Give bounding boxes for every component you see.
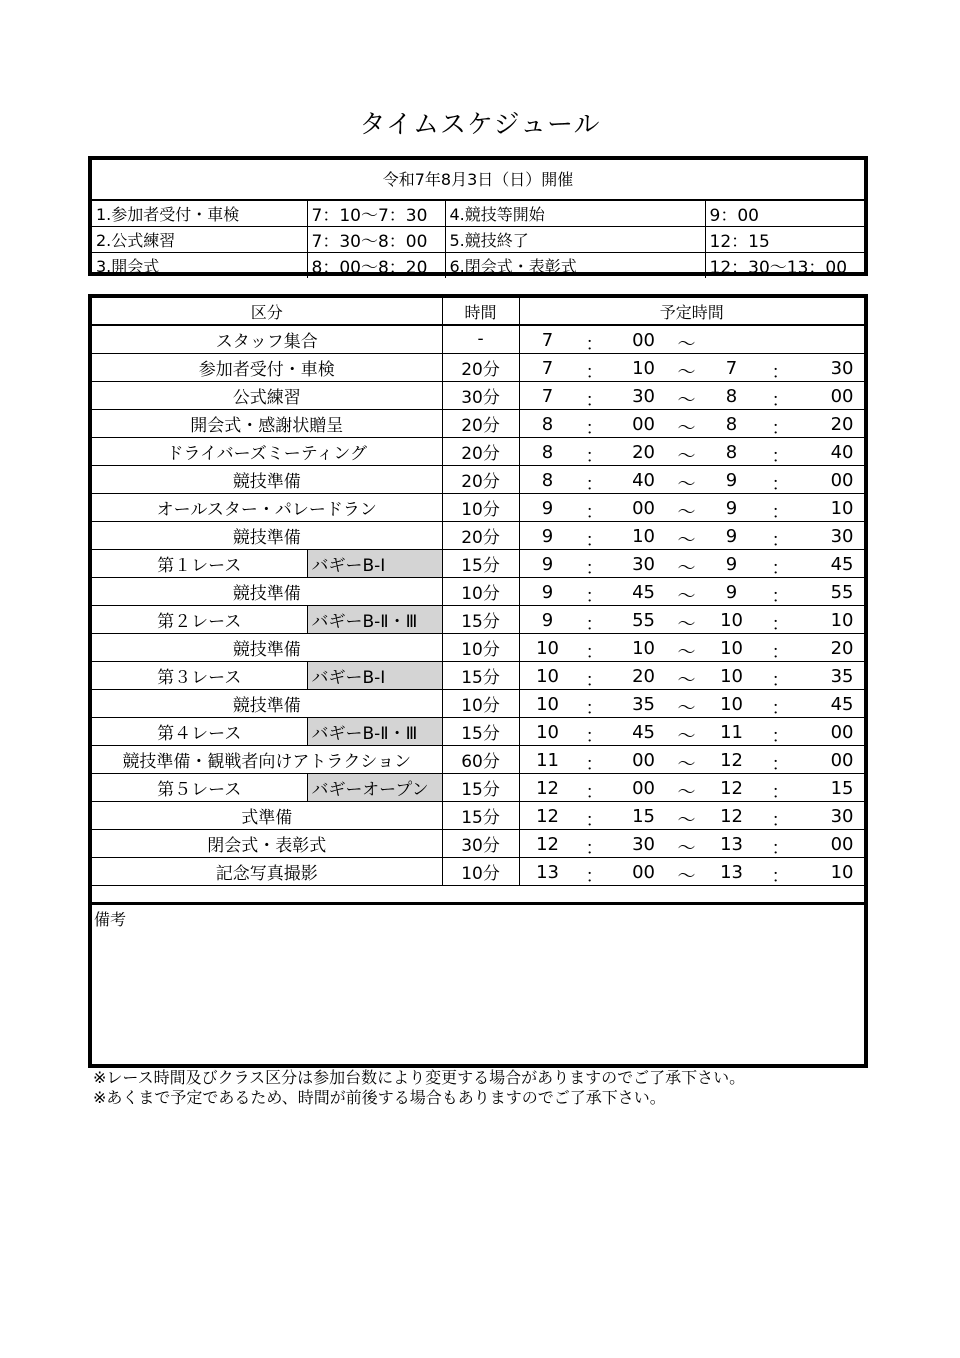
row-section-label: 閉会式・表彰式	[92, 829, 442, 857]
start-minute: 00	[632, 413, 655, 435]
row-planned-time	[519, 857, 864, 885]
start-minute: 15	[632, 805, 655, 827]
row-planned-time	[519, 689, 864, 717]
range-tilde: ～	[677, 781, 696, 801]
end-hour: 10	[720, 665, 743, 687]
end-hour: 10	[720, 637, 743, 659]
start-minute: 40	[632, 469, 655, 491]
row-duration: 20分	[442, 521, 519, 549]
start-colon: ：	[585, 389, 604, 409]
end-hour: 12	[720, 749, 743, 771]
end-colon: ：	[771, 753, 790, 773]
row-duration: -	[442, 325, 519, 353]
row-planned-time	[519, 801, 864, 829]
row-planned-time	[519, 829, 864, 857]
schedule-row	[92, 829, 864, 857]
start-hour: 10	[536, 665, 559, 687]
summary-item-time: 12：30～13：00	[709, 258, 848, 278]
schedule-row	[92, 773, 864, 801]
end-minute: 30	[830, 525, 854, 547]
range-tilde: ～	[677, 445, 696, 465]
schedule-row	[92, 857, 864, 885]
range-tilde: ～	[677, 389, 696, 409]
summary-table	[92, 201, 864, 278]
range-tilde: ～	[677, 334, 696, 353]
event-summary-box	[88, 156, 868, 276]
end-minute: 10	[830, 861, 854, 883]
summary-item-label: 3.開会式	[92, 253, 307, 279]
end-minute: 20	[830, 637, 854, 659]
start-hour: 12	[536, 777, 559, 799]
start-hour: 12	[536, 805, 559, 827]
end-minute: 15	[830, 777, 854, 799]
end-hour: 8	[725, 413, 738, 435]
range-tilde: ～	[677, 417, 696, 437]
row-section-label: 公式練習	[92, 381, 442, 409]
schedule-row	[92, 689, 864, 717]
row-planned-time	[519, 493, 864, 521]
end-hour: 13	[720, 861, 743, 883]
start-minute: 45	[632, 581, 655, 603]
schedule-row	[92, 437, 864, 465]
row-class-label: バギーB-Ⅰ	[307, 661, 442, 689]
end-hour: 8	[725, 385, 738, 407]
row-planned-time	[519, 521, 864, 549]
summary-row	[92, 201, 864, 227]
schedule-row	[92, 325, 864, 353]
row-section-label: オールスター・パレードラン	[92, 493, 442, 521]
range-tilde: ～	[677, 809, 696, 829]
row-section-label: 競技準備	[92, 689, 442, 717]
start-colon: ：	[585, 641, 604, 661]
start-colon: ：	[585, 473, 604, 493]
row-duration: 20分	[442, 465, 519, 493]
range-tilde: ～	[677, 669, 696, 689]
row-planned-time	[519, 409, 864, 437]
row-section-label: 競技準備	[92, 633, 442, 661]
row-section-label: 競技準備	[92, 465, 442, 493]
end-colon: ：	[771, 585, 790, 605]
schedule-row	[92, 465, 864, 493]
end-hour: 8	[725, 441, 738, 463]
start-colon: ：	[585, 865, 604, 885]
schedule-row	[92, 661, 864, 689]
row-duration: 15分	[442, 661, 519, 689]
start-hour: 10	[536, 637, 559, 659]
summary-item-time: 8：00～8：20	[307, 253, 445, 279]
row-class-label: バギーB-Ⅰ	[307, 549, 442, 577]
end-colon: ：	[771, 697, 790, 717]
start-colon: ：	[585, 781, 604, 801]
summary-item-time: 12：15	[705, 227, 864, 253]
range-tilde: ～	[677, 753, 696, 773]
notes	[93, 1068, 745, 1108]
start-minute: 30	[632, 385, 655, 407]
row-section-label: 競技準備	[92, 521, 442, 549]
start-hour: 12	[536, 833, 559, 855]
end-minute: 30	[830, 805, 854, 827]
start-colon: ：	[585, 725, 604, 745]
start-minute: 20	[632, 441, 655, 463]
row-section-label: 参加者受付・車検	[92, 353, 442, 381]
start-hour: 9	[541, 525, 554, 547]
end-colon: ：	[771, 781, 790, 801]
end-minute: 00	[830, 469, 854, 491]
remarks-label: 備考	[94, 910, 127, 929]
start-minute: 35	[632, 693, 655, 715]
start-hour: 10	[536, 693, 559, 715]
row-section-label: 第３レース	[92, 661, 307, 689]
row-duration: 10分	[442, 857, 519, 885]
summary-item-label: 2.公式練習	[92, 227, 307, 253]
schedule-row	[92, 409, 864, 437]
row-planned-time	[519, 549, 864, 577]
start-colon: ：	[585, 753, 604, 773]
end-colon: ：	[771, 809, 790, 829]
row-planned-time	[519, 717, 864, 745]
end-minute: 45	[830, 693, 854, 715]
row-planned-time	[519, 465, 864, 493]
start-minute: 20	[632, 665, 655, 687]
end-minute: 10	[830, 609, 854, 631]
start-colon: ：	[585, 445, 604, 465]
summary-item-time: 7：10～7：30	[307, 201, 445, 227]
start-hour: 9	[541, 581, 554, 603]
schedule-header-row	[92, 298, 864, 325]
start-hour: 7	[541, 357, 554, 379]
row-section-label: 開会式・感謝状贈呈	[92, 409, 442, 437]
row-planned-time	[519, 325, 864, 353]
range-tilde: ～	[677, 361, 696, 381]
start-hour: 8	[541, 469, 554, 491]
row-planned-time	[519, 381, 864, 409]
start-hour: 10	[536, 721, 559, 743]
schedule-row	[92, 633, 864, 661]
row-planned-time	[519, 661, 864, 689]
end-minute: 40	[830, 441, 854, 463]
schedule-row	[92, 549, 864, 577]
row-class-label: バギーB-Ⅱ・Ⅲ	[307, 717, 442, 745]
end-hour: 13	[720, 833, 743, 855]
end-colon: ：	[771, 641, 790, 661]
row-duration: 30分	[442, 829, 519, 857]
range-tilde: ～	[677, 865, 696, 885]
start-hour: 13	[536, 861, 559, 883]
remarks-area	[92, 902, 864, 1064]
schedule-row	[92, 381, 864, 409]
schedule-row	[92, 353, 864, 381]
end-minute: 00	[830, 721, 854, 743]
end-minute: 20	[830, 413, 854, 435]
row-section-label: 式準備	[92, 801, 442, 829]
schedule-row	[92, 745, 864, 773]
schedule-row	[92, 521, 864, 549]
summary-row	[92, 253, 864, 279]
start-minute: 00	[632, 777, 655, 799]
row-duration: 15分	[442, 605, 519, 633]
row-duration: 30分	[442, 381, 519, 409]
row-planned-time	[519, 577, 864, 605]
row-section-label: 第４レース	[92, 717, 307, 745]
end-colon: ：	[771, 417, 790, 437]
range-tilde: ～	[677, 725, 696, 745]
range-tilde: ～	[677, 697, 696, 717]
end-hour: 11	[720, 721, 743, 743]
start-colon: ：	[585, 669, 604, 689]
range-tilde: ～	[677, 501, 696, 521]
range-tilde: ～	[677, 837, 696, 857]
row-section-label: スタッフ集合	[92, 325, 442, 353]
row-planned-time	[519, 745, 864, 773]
end-hour: 7	[725, 357, 738, 379]
start-colon: ：	[585, 613, 604, 633]
header-planned-time: 予定時間	[519, 298, 864, 325]
row-duration: 20分	[442, 409, 519, 437]
start-hour: 11	[536, 749, 559, 771]
row-class-label: バギーB-Ⅱ・Ⅲ	[307, 605, 442, 633]
end-hour: 12	[720, 777, 743, 799]
row-section-label: 競技準備・観戦者向けアトラクション	[92, 745, 442, 773]
end-colon: ：	[771, 837, 790, 857]
header-section: 区分	[92, 298, 442, 325]
start-colon: ：	[585, 529, 604, 549]
start-minute: 10	[632, 637, 655, 659]
schedule-row	[92, 801, 864, 829]
end-minute: 10	[830, 497, 854, 519]
row-duration: 20分	[442, 353, 519, 381]
schedule-row	[92, 717, 864, 745]
end-colon: ：	[771, 389, 790, 409]
event-date-heading: 令和7年8月3日（日）開催	[92, 160, 864, 201]
start-colon: ：	[585, 837, 604, 857]
row-duration: 20分	[442, 437, 519, 465]
start-minute: 10	[632, 357, 655, 379]
summary-row	[92, 227, 864, 253]
start-minute: 10	[632, 525, 655, 547]
end-minute: 55	[830, 581, 854, 603]
header-duration: 時間	[442, 298, 519, 325]
schedule-row	[92, 493, 864, 521]
range-tilde: ～	[677, 641, 696, 661]
start-hour: 9	[541, 609, 554, 631]
start-colon: ：	[585, 585, 604, 605]
start-colon: ：	[585, 361, 604, 381]
row-duration: 15分	[442, 773, 519, 801]
row-planned-time	[519, 773, 864, 801]
summary-item-time: 7：30～8：00	[307, 227, 445, 253]
end-colon: ：	[771, 725, 790, 745]
schedule-row	[92, 577, 864, 605]
row-duration: 60分	[442, 745, 519, 773]
row-planned-time	[519, 633, 864, 661]
start-colon: ：	[585, 501, 604, 521]
range-tilde: ～	[677, 585, 696, 605]
note-line: ※あくまで予定であるため、時間が前後する場合もありますのでご了承下さい。	[93, 1088, 666, 1107]
row-section-label: 第２レース	[92, 605, 307, 633]
schedule-box	[88, 294, 868, 1068]
range-tilde: ～	[677, 557, 696, 577]
end-hour: 9	[725, 525, 738, 547]
row-planned-time	[519, 605, 864, 633]
start-colon: ：	[585, 557, 604, 577]
start-hour: 9	[541, 497, 554, 519]
end-hour: 9	[725, 469, 738, 491]
end-colon: ：	[771, 669, 790, 689]
row-duration: 10分	[442, 493, 519, 521]
end-colon: ：	[771, 613, 790, 633]
row-section-label: 第５レース	[92, 773, 307, 801]
schedule-table	[92, 298, 864, 886]
start-colon: ：	[585, 697, 604, 717]
row-section-label: 競技準備	[92, 577, 442, 605]
start-minute: 30	[632, 833, 655, 855]
row-planned-time	[519, 353, 864, 381]
end-colon: ：	[771, 473, 790, 493]
row-duration: 15分	[442, 549, 519, 577]
start-minute: 45	[632, 721, 655, 743]
end-minute: 00	[830, 385, 854, 407]
end-hour: 12	[720, 805, 743, 827]
start-minute: 00	[632, 749, 655, 771]
start-minute: 00	[632, 497, 655, 519]
end-colon: ：	[771, 501, 790, 521]
end-minute: 30	[830, 357, 854, 379]
summary-item-label: 6.閉会式・表彰式	[445, 253, 705, 279]
end-minute: 00	[830, 749, 854, 771]
start-minute: 00	[632, 861, 655, 883]
range-tilde: ～	[677, 473, 696, 493]
row-duration: 15分	[442, 801, 519, 829]
row-section-label: ドライバーズミーティング	[92, 437, 442, 465]
start-colon: ：	[585, 417, 604, 437]
start-hour: 7	[541, 385, 554, 407]
start-hour: 8	[541, 413, 554, 435]
end-hour: 10	[720, 609, 743, 631]
start-hour: 8	[541, 441, 554, 463]
summary-item-label: 4.競技等開始	[445, 201, 705, 227]
summary-item-label: 1.参加者受付・車検	[92, 201, 307, 227]
range-tilde: ～	[677, 613, 696, 633]
end-colon: ：	[771, 557, 790, 577]
row-class-label: バギーオープン	[307, 773, 442, 801]
start-minute: 30	[632, 553, 655, 575]
row-duration: 10分	[442, 689, 519, 717]
schedule-row	[92, 605, 864, 633]
summary-item-label: 5.競技終了	[445, 227, 705, 253]
row-duration: 10分	[442, 633, 519, 661]
end-hour: 10	[720, 693, 743, 715]
start-minute: 00	[632, 330, 655, 351]
start-colon: ：	[585, 809, 604, 829]
end-hour: 9	[725, 581, 738, 603]
end-hour: 9	[725, 497, 738, 519]
row-duration: 15分	[442, 717, 519, 745]
end-colon: ：	[771, 865, 790, 885]
start-hour: 9	[541, 553, 554, 575]
end-hour: 9	[725, 553, 738, 575]
start-hour: 7	[541, 330, 554, 351]
end-colon: ：	[771, 529, 790, 549]
row-planned-time	[519, 437, 864, 465]
end-colon: ：	[771, 361, 790, 381]
page-title: タイムスケジュール	[359, 110, 601, 140]
range-tilde: ～	[677, 529, 696, 549]
end-minute: 00	[830, 833, 854, 855]
start-colon: ：	[585, 334, 604, 353]
row-section-label: 第１レース	[92, 549, 307, 577]
end-minute: 35	[830, 665, 854, 687]
row-duration: 10分	[442, 577, 519, 605]
end-colon: ：	[771, 445, 790, 465]
end-minute: 45	[830, 553, 854, 575]
start-minute: 55	[632, 609, 655, 631]
note-line: ※レース時間及びクラス区分は参加台数により変更する場合がありますのでご了承下さい。	[93, 1068, 746, 1087]
summary-item-time: 9：00	[705, 201, 864, 227]
row-section-label: 記念写真撮影	[92, 857, 442, 885]
